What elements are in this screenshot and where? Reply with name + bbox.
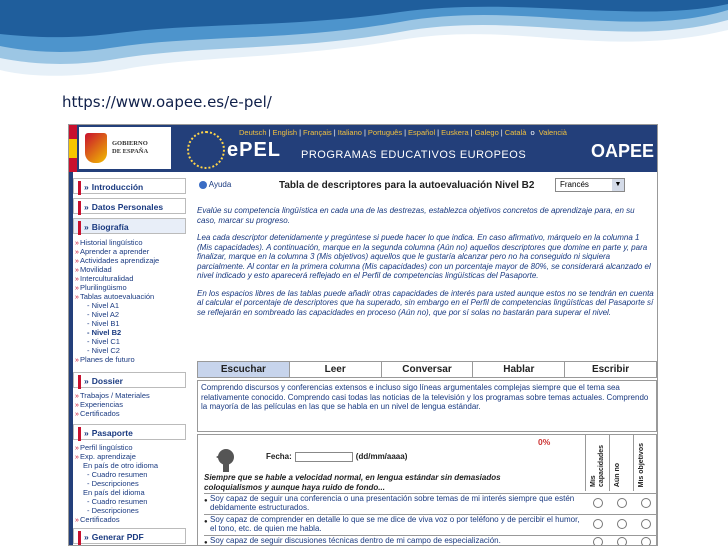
nav-descripciones-2[interactable]: - Descripciones: [87, 506, 139, 515]
lang-italiano[interactable]: Italiano: [337, 128, 362, 137]
source-url[interactable]: https://www.oapee.es/e-pel/: [62, 93, 272, 111]
lang-portugues[interactable]: Português: [367, 128, 403, 137]
nav-trabajos[interactable]: »Trabajos / Materiales: [75, 391, 150, 400]
table-row: ● Soy capaz de seguir una conferencia o una presentación sobre temas de mi interés siempre que estén debidamente estructurados.: [204, 493, 658, 513]
descriptor-text: Soy capaz de seguir discusiones técnicas dentro de mi campo de especialización.: [210, 536, 501, 545]
nav-historial[interactable]: »Historial lingüístico: [75, 238, 143, 247]
date-field-row: [266, 452, 407, 462]
descriptor-text: Soy capaz de comprender en detalle lo que se me dice de viva voz o por teléfono y de percibir el humor, el tono, etc. de quien me habla.: [210, 515, 580, 533]
radio-aun-no-2[interactable]: [617, 519, 627, 529]
nav-level-a1[interactable]: - Nivel A1: [87, 301, 120, 310]
decorative-wave: [0, 0, 728, 90]
listening-head-icon: [216, 445, 240, 473]
app-screenshot: [68, 124, 658, 546]
radio-aun-no-3[interactable]: [617, 537, 627, 546]
tab-hablar[interactable]: Hablar: [473, 362, 565, 377]
help-icon: [199, 181, 207, 189]
nav-aprender[interactable]: »Aprender a aprender: [75, 247, 150, 256]
nav-perfil[interactable]: »Perfil lingüístico: [75, 443, 133, 452]
nav-interculturalidad[interactable]: »Interculturalidad: [75, 274, 134, 283]
nav-actividades[interactable]: »Actividades aprendizaje: [75, 256, 160, 265]
intro-paragraph-1: Evalúe su competencia lingüística en cada una de las destrezas, establezca objetivos concretos de aprendizaje para, en su caso, marcar su progreso.: [197, 206, 635, 225]
help-link[interactable]: Ayuda: [199, 180, 231, 189]
nav-introduccion[interactable]: » Introducción: [73, 178, 186, 194]
lang-galego[interactable]: Galego: [474, 128, 499, 137]
lang-english[interactable]: English: [272, 128, 298, 137]
nav-biografia[interactable]: » Biografía: [73, 218, 186, 234]
radio-objetivos-3[interactable]: [641, 537, 651, 546]
oapee-logo: OAPEE: [591, 141, 655, 161]
government-logo: [79, 127, 171, 169]
gov-line-2: DE ESPAÑA: [112, 148, 149, 155]
level-description: Comprendo discursos y conferencias extensos e incluso sigo líneas argumentales complejas siempre que el tema sea relativamente conocido. Comprendo casi todas las noticias de la televisión y los programas sobre temas actuales. Comprendo la mayoría de las películas en las que se habla en un nivel de lengua estándar.: [197, 380, 657, 432]
nav-cuadro-2[interactable]: - Cuadro resumen: [87, 497, 148, 506]
nav-otro-idioma[interactable]: En país de otro idioma: [83, 461, 159, 470]
nav-level-a2[interactable]: - Nivel A2: [87, 310, 120, 319]
lang-catala[interactable]: Català: [504, 128, 527, 137]
chevron-down-icon: ▼: [612, 179, 624, 191]
language-select[interactable]: Francés ▼: [555, 178, 625, 192]
epel-logo: ePEL: [227, 139, 282, 161]
nav-experiencias[interactable]: »Experiencias: [75, 400, 123, 409]
table-row: ● Soy capaz de seguir discusiones técnicas dentro de mi campo de especialización.: [204, 535, 658, 546]
sidebar: [69, 172, 194, 546]
lang-deutsch[interactable]: Deutsch: [239, 128, 267, 137]
nav-generar-pdf[interactable]: » Generar PDF: [73, 528, 186, 544]
lang-espanol[interactable]: Español: [408, 128, 436, 137]
nav-certificados-dossier[interactable]: »Certificados: [75, 409, 120, 418]
intro-paragraph-2: Lea cada descriptor detenidamente y pregúntese si puede hacer lo que indica. En caso afirmativo, márquelo en la columna 1 (Mis capacidades). A continuación, marque en la segunda columna (Aún no) aquellos descriptores que domine en parte y, para finalizar, marque en la columna 3 (Mis objetivos) aquellos que le gustaría alcanzar pero no ha conseguido ni siquiera parcialmente. Al contar en la primera columna (Mis capacidades) con un porcentaje mayor de 80%, se considerará alcanzado el nivel indicado y esto aparecerá reflejado en el Perfil de competencias lingüísticas del Pasaporte.: [197, 233, 651, 280]
lang-valencia[interactable]: Valencià: [538, 128, 567, 137]
nav-movilidad[interactable]: »Movilidad: [75, 265, 112, 274]
tab-conversar[interactable]: Conversar: [382, 362, 474, 377]
date-label: Fecha:: [266, 452, 292, 462]
col-mis-objetivos: Mis objetivos: [633, 435, 657, 491]
nav-level-b2[interactable]: - Nivel B2: [87, 328, 122, 337]
radio-aun-no-1[interactable]: [617, 498, 627, 508]
nav-exp-aprendizaje[interactable]: »Exp. aprendizaje: [75, 452, 136, 461]
intro-paragraph-3: En los espacios libres de las tablas puede añadir otras capacidades de interés para usted aunque estos no se tendrán en cuenta al calcular el porcentaje de descriptores que ha superado, sin embargo en el Perfil de competencias lingüísticas del Pasaporte sí se reflejarán en sombreado las capacidades en proceso (Aún no), que por sí solas no bastarán para superar el nivel.: [197, 288, 654, 317]
descriptor-condition: Siempre que se hable a velocidad normal, en lengua estándar sin demasiados coloquialismos y aunque haya ruido de fondo...: [204, 473, 501, 492]
table-row: ● Soy capaz de comprender en detalle lo que se me dice de viva voz o por teléfono y de percibir el humor, el tono, etc. de quien me habla.: [204, 514, 658, 534]
nav-cuadro-1[interactable]: - Cuadro resumen: [87, 470, 148, 479]
programs-title: PROGRAMAS EDUCATIVOS EUROPEOS: [301, 149, 527, 161]
main-content: [197, 172, 658, 546]
nav-dossier[interactable]: » Dossier: [73, 372, 186, 388]
skill-tabs: [197, 361, 657, 378]
radio-objetivos-1[interactable]: [641, 498, 651, 508]
radio-capacidades-3[interactable]: [593, 537, 603, 546]
tab-leer[interactable]: Leer: [290, 362, 382, 377]
nav-plurilinguismo[interactable]: »Plurilingüismo: [75, 283, 127, 292]
lang-or: o: [530, 128, 535, 137]
nav-tablas[interactable]: »Tablas autoevaluación: [75, 292, 155, 301]
nav-pasaporte[interactable]: » Pasaporte: [73, 424, 186, 440]
instructions: [197, 206, 655, 325]
gov-line-1: GOBIERNO: [112, 140, 148, 147]
date-input[interactable]: [295, 452, 353, 462]
eu-stars-icon: [187, 131, 225, 169]
coat-of-arms-icon: [85, 133, 107, 163]
nav-datos-personales[interactable]: » Datos Personales: [73, 198, 186, 214]
col-mis-capacidades: Mis capacidades: [585, 435, 609, 491]
app-header: [69, 125, 658, 172]
language-links: Deutsch | English | Français | Italiano | Português | Español | Euskera | Galego | Català o Valencià: [239, 128, 567, 137]
nav-del-idioma[interactable]: En país del idioma: [83, 488, 145, 497]
lang-euskera[interactable]: Euskera: [441, 128, 469, 137]
radio-capacidades-1[interactable]: [593, 498, 603, 508]
lang-francais[interactable]: Français: [303, 128, 332, 137]
radio-objetivos-2[interactable]: [641, 519, 651, 529]
nav-certificados[interactable]: »Certificados: [75, 515, 120, 524]
radio-capacidades-2[interactable]: [593, 519, 603, 529]
col-aun-no: Aún no: [609, 435, 633, 491]
nav-level-c1[interactable]: - Nivel C1: [87, 337, 120, 346]
progress-percent: 0%: [538, 437, 551, 447]
descriptor-text: Soy capaz de seguir una conferencia o una presentación sobre temas de mi interés siempre que estén debidamente estructurados.: [210, 494, 575, 512]
page-title: Tabla de descriptores para la autoevaluación Nivel B2: [279, 180, 535, 191]
date-hint: (dd/mm/aaaa): [355, 452, 408, 462]
nav-planes[interactable]: »Planes de futuro: [75, 355, 135, 364]
nav-level-b1[interactable]: - Nivel B1: [87, 319, 120, 328]
tab-escuchar[interactable]: Escuchar: [198, 362, 290, 377]
tab-escribir[interactable]: Escribir: [565, 362, 656, 377]
nav-descripciones-1[interactable]: - Descripciones: [87, 479, 139, 488]
flag-strip: [69, 125, 77, 172]
descriptor-table: [197, 434, 657, 546]
nav-level-c2[interactable]: - Nivel C2: [87, 346, 120, 355]
